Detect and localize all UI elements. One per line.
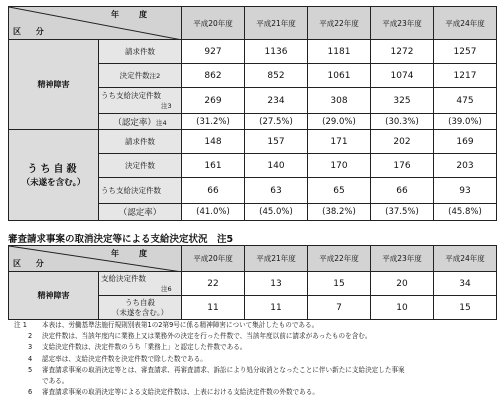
table-cell: 1136 xyxy=(245,40,308,64)
row-label-line1: うち自殺 xyxy=(125,297,155,307)
table-cell: 862 xyxy=(182,64,245,88)
corner-bottom-label: 区 分 xyxy=(13,27,50,36)
table-cell: 325 xyxy=(371,88,434,114)
row-label: 決定件数 xyxy=(99,154,182,178)
table-cell: 176 xyxy=(371,154,434,178)
table-cell: 22 xyxy=(182,272,245,296)
footnote-text: 支給決定件数は、決定件数のうち「業務上」と認定した件数である。 xyxy=(42,343,247,352)
footnote-text: 本表は、労働基準法施行規則別表第1の2第9号に係る精神障害について集計したものである。 xyxy=(42,321,319,329)
table-cell: 148 xyxy=(182,130,245,154)
year-header: 平成22年度 xyxy=(308,7,371,40)
table-cell: 234 xyxy=(245,88,308,114)
table-cell: (39.0%) xyxy=(434,114,497,130)
table-cell: 171 xyxy=(308,130,371,154)
group-label-mental-disorder: 精神障害 xyxy=(9,272,99,320)
table-cell: (29.0%) xyxy=(308,114,371,130)
table-cell: 852 xyxy=(245,64,308,88)
footnote-number: 3 xyxy=(28,343,33,352)
row-label-text: 決定件数 xyxy=(119,71,150,80)
table-cell: 34 xyxy=(434,272,497,296)
table-cell: 1217 xyxy=(434,64,497,88)
footnote xyxy=(14,320,494,331)
table-cell: (27.5%) xyxy=(245,114,308,130)
year-header: 平成24年度 xyxy=(434,246,497,272)
row-label-line2: （未遂を含む。） xyxy=(111,307,169,317)
year-header: 平成23年度 xyxy=(371,246,434,272)
row-label xyxy=(99,88,182,114)
table-cell: 63 xyxy=(245,178,308,204)
footnote-continuation xyxy=(14,376,494,387)
table-cell: 161 xyxy=(182,154,245,178)
table-cell: 1272 xyxy=(371,40,434,64)
corner-bottom-label: 区 分 xyxy=(13,259,50,268)
header-corner-cell xyxy=(9,7,182,40)
row-label-text: 支給決定件数 xyxy=(101,273,146,283)
footnote-text: である。 xyxy=(42,377,69,386)
table-cell: 1257 xyxy=(434,40,497,64)
table-cell: (45.0%) xyxy=(245,204,308,221)
year-header: 平成22年度 xyxy=(308,246,371,272)
table-cell: 66 xyxy=(371,178,434,204)
table-cell: 20 xyxy=(371,272,434,296)
table-cell: 169 xyxy=(434,130,497,154)
table-cell: 10 xyxy=(371,296,434,320)
table-cell: 15 xyxy=(308,272,371,296)
table-cell: 170 xyxy=(308,154,371,178)
footnote-text: 認定率は、支給決定件数を決定件数で除した数である。 xyxy=(42,354,207,363)
footnote-text: 決定件数は、当該年度内に業務上又は業務外の決定を行った件数で、当該年度以前に請求があったものを含む。 xyxy=(42,332,372,341)
note-ref: 注3 xyxy=(161,101,172,110)
table-cell: 65 xyxy=(308,178,371,204)
table-cell: 203 xyxy=(434,154,497,178)
group-label-suicide xyxy=(9,130,99,221)
footnote-number: 2 xyxy=(28,332,33,341)
table-cell: 1181 xyxy=(308,40,371,64)
year-header: 平成21年度 xyxy=(245,7,308,40)
table-cell: (37.5%) xyxy=(371,204,434,221)
year-header: 平成23年度 xyxy=(371,7,434,40)
corner-top-label: 年 度 xyxy=(111,249,153,258)
table-cell: 157 xyxy=(245,130,308,154)
footnote-number: 4 xyxy=(28,354,33,363)
table-cell: 13 xyxy=(245,272,308,296)
note-ref: 注6 xyxy=(161,284,172,293)
table-cell: 11 xyxy=(245,296,308,320)
appeal-decisions-table xyxy=(8,245,497,320)
footnote xyxy=(14,354,494,365)
claims-table xyxy=(8,6,497,221)
row-label xyxy=(99,296,182,320)
header-corner-cell xyxy=(9,246,182,272)
footnote-text: 審査請求事案の取消決定等とは、審査請求、再審査請求、訴訟により処分取消となったことに伴い新たに支給決定した事案 xyxy=(42,365,405,374)
footnote xyxy=(14,331,494,342)
year-header: 平成20年度 xyxy=(182,246,245,272)
row-label xyxy=(99,272,182,296)
footnote-number: 注 1 xyxy=(14,321,27,329)
footnote-number: 6 xyxy=(28,388,33,397)
table-cell: 269 xyxy=(182,88,245,114)
table-cell: 93 xyxy=(434,178,497,204)
note-ref: 注4 xyxy=(155,118,167,127)
table-cell: 15 xyxy=(434,296,497,320)
table-cell: 202 xyxy=(371,130,434,154)
footnotes xyxy=(14,320,494,398)
section-title: 審査請求事案の取消決定等による支給決定状況 注5 xyxy=(8,234,234,245)
row-label-text: うち支給決定件数 xyxy=(101,90,161,100)
row-label xyxy=(99,64,182,88)
row-label-text: （認定率） xyxy=(113,117,156,128)
footnote xyxy=(14,365,494,376)
table-cell: 1074 xyxy=(371,64,434,88)
group-label-line2: （未遂を含む。） xyxy=(21,177,86,188)
table-cell: 66 xyxy=(182,178,245,204)
footnote-number: 5 xyxy=(28,365,33,374)
table-cell: (30.3%) xyxy=(371,114,434,130)
table-cell: (45.8%) xyxy=(434,204,497,221)
year-header: 平成20年度 xyxy=(182,7,245,40)
table-cell: 1061 xyxy=(308,64,371,88)
year-header: 平成24年度 xyxy=(434,7,497,40)
footnote xyxy=(14,387,494,398)
table-cell: 927 xyxy=(182,40,245,64)
table-cell: (41.0%) xyxy=(182,204,245,221)
corner-top-label: 年 度 xyxy=(111,10,153,19)
footnote xyxy=(14,342,494,353)
footnote-text: 審査請求事案の取消決定等による支給決定件数は、上表における支給決定件数の外数である。 xyxy=(42,388,319,397)
table-cell: (38.2%) xyxy=(308,204,371,221)
note-ref: 注2 xyxy=(149,72,161,80)
row-label: （認定率） xyxy=(99,204,182,221)
row-label xyxy=(99,114,182,130)
table-cell: 11 xyxy=(182,296,245,320)
table-cell: 475 xyxy=(434,88,497,114)
row-label: うち支給決定件数 xyxy=(99,178,182,204)
table-cell: (31.2%) xyxy=(182,114,245,130)
table-cell: 140 xyxy=(245,154,308,178)
row-label: 請求件数 xyxy=(99,40,182,64)
year-header: 平成21年度 xyxy=(245,246,308,272)
table-cell: 7 xyxy=(308,296,371,320)
group-label-line1: うち自殺 xyxy=(27,163,80,175)
table-cell: 308 xyxy=(308,88,371,114)
row-label: 請求件数 xyxy=(99,130,182,154)
group-label-mental-disorder: 精神障害 xyxy=(9,40,99,130)
